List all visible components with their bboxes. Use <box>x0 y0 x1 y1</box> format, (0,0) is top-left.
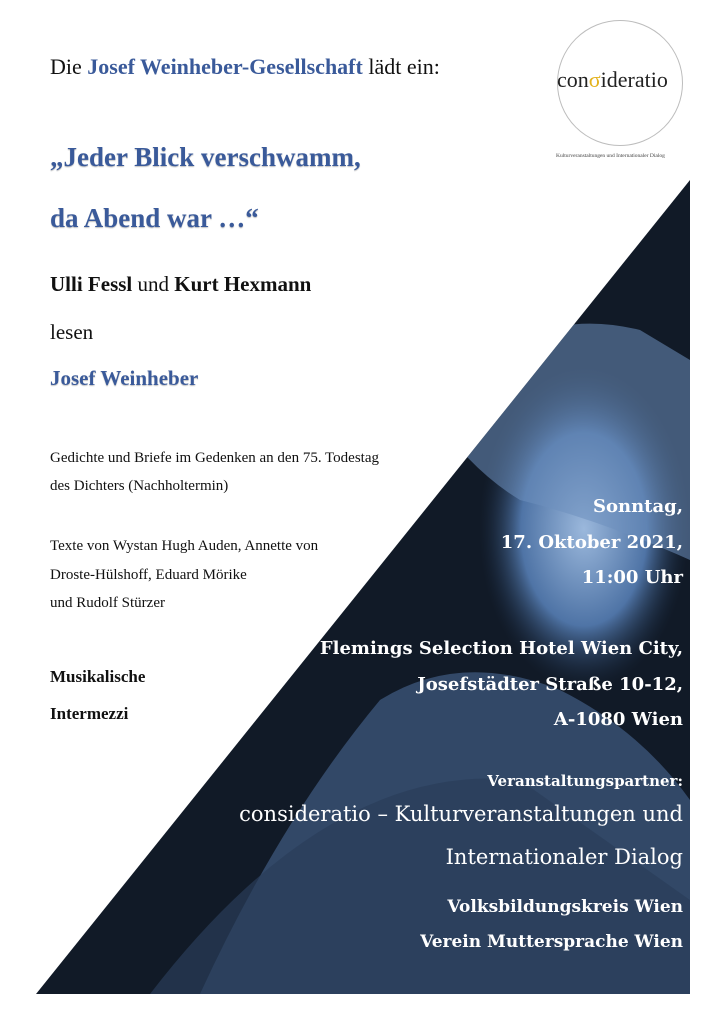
reader-2: Kurt Hexmann <box>174 272 312 296</box>
partners-label: Veranstaltungspartner: <box>487 772 683 790</box>
event-day: Sonntag, <box>592 496 683 517</box>
logo-sigma: σ <box>588 67 601 92</box>
title-line-2: da Abend war …“ <box>50 203 259 233</box>
event-date: 17. Oktober 2021, <box>500 532 683 553</box>
society-name: Josef Weinheber-Gesellschaft <box>87 54 363 79</box>
intro-before: Die <box>50 54 88 79</box>
intro-line <box>50 54 440 80</box>
desc-line-1: Gedichte und Briefe im Gedenken an den 75. Todestag <box>50 450 379 466</box>
partner-3: Verein Muttersprache Wien <box>420 932 683 952</box>
logo-subtitle: Kulturveranstaltungen und Internationaler Dialog <box>556 153 665 159</box>
desc-line-2: des Dichters (Nachholtermin) <box>50 478 229 494</box>
texts-line-3: und Rudolf Stürzer <box>50 595 165 611</box>
logo-rest: ideratio <box>600 67 668 92</box>
music-line-1: Musikalische <box>50 667 146 686</box>
partner-2: Volksbildungskreis Wien <box>447 897 683 917</box>
event-city: A-1080 Wien <box>553 709 683 730</box>
title-line-1: „Jeder Blick verschwamm, <box>50 142 361 172</box>
logo-text <box>557 67 668 93</box>
partner-1-line-2: Internationaler Dialog <box>445 845 683 869</box>
event-time: 11:00 Uhr <box>581 567 683 588</box>
reader-1: Ulli Fessl <box>50 272 133 296</box>
texts-line-1: Texte von Wystan Hugh Auden, Annette von <box>50 538 319 554</box>
logo-con: con <box>557 67 589 92</box>
event-venue: Flemings Selection Hotel Wien City, <box>319 638 683 659</box>
texts-line-2: Droste-Hülshoff, Eduard Mörike <box>50 567 247 583</box>
lesen-text: lesen <box>50 320 94 344</box>
poet-name: Josef Weinheber <box>50 366 199 390</box>
readers-und: und <box>132 272 175 296</box>
event-street: Josefstädter Straße 10-12, <box>417 674 683 695</box>
readers-line <box>50 272 311 297</box>
music-line-2: Intermezzi <box>50 704 129 723</box>
intro-after: lädt ein: <box>362 54 440 79</box>
partner-1-line-1: consideratio – Kulturveranstaltungen und <box>239 802 683 826</box>
